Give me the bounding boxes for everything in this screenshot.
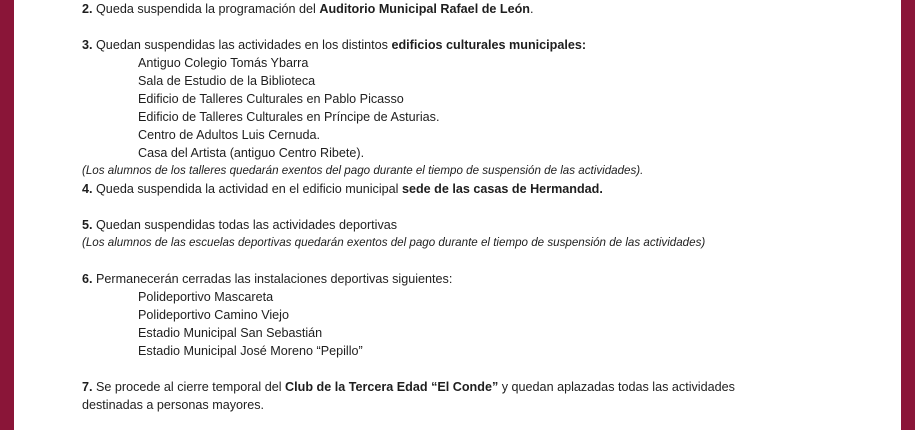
item-text: Quedan suspendidas las actividades en los distintos <box>96 38 388 52</box>
item-bold-text: Club de la Tercera Edad “El Conde” <box>285 380 499 394</box>
item-bold-text: edificios culturales municipales: <box>391 38 587 52</box>
list-item: Estadio Municipal San Sebastián <box>138 326 323 340</box>
item-number: 6. <box>82 272 93 286</box>
item-6 <box>82 270 875 288</box>
left-border <box>0 0 14 430</box>
item-text-continuation: destinadas a personas mayores. <box>82 398 265 412</box>
item-text-end: . <box>529 2 534 16</box>
list-item: Polideportivo Camino Viejo <box>138 308 289 322</box>
list-item: Sala de Estudio de la Biblioteca <box>138 74 316 88</box>
item-text: Quedan suspendidas todas las actividades deportivas <box>96 218 398 232</box>
item-text: Permanecerán cerradas las instalaciones deportivas siguientes: <box>96 272 453 286</box>
item-bold-text: sede de las casas de Hermandad. <box>401 182 603 196</box>
list-item: Polideportivo Mascareta <box>138 290 274 304</box>
item-4 <box>82 180 875 198</box>
document-body <box>82 0 875 430</box>
list-item: Edificio de Talleres Culturales en Príncipe de Asturias. <box>138 110 440 124</box>
item-text-end: y quedan aplazadas todas las actividades <box>501 380 735 394</box>
item-number: 4. <box>82 182 93 196</box>
item-text: Se procede al cierre temporal del <box>96 380 282 394</box>
item-7 <box>82 378 875 396</box>
item-text: Queda suspendida la actividad en el edificio municipal <box>96 182 399 196</box>
item-bold-text: Auditorio Municipal Rafael de León <box>319 2 530 16</box>
list-item: Estadio Municipal José Moreno “Pepillo” <box>138 344 363 358</box>
item-5 <box>82 216 875 234</box>
item-number: 7. <box>82 380 93 394</box>
item-2 <box>82 0 875 18</box>
list-item: Casa del Artista (antiguo Centro Ribete). <box>138 146 365 160</box>
list-item: Edificio de Talleres Culturales en Pablo Picasso <box>138 92 404 106</box>
list-item: Centro de Adultos Luis Cernuda. <box>138 128 321 142</box>
list-item: Antiguo Colegio Tomás Ybarra <box>138 56 309 70</box>
item-text: Queda suspendida la programación del <box>96 2 316 16</box>
item-number: 3. <box>82 38 93 52</box>
item-number: 2. <box>82 2 93 16</box>
item-number: 5. <box>82 218 93 232</box>
item-note: (Los alumnos de los talleres quedarán exentos del pago durante el tiempo de suspensión de las actividades). <box>82 164 644 177</box>
right-border <box>901 0 915 430</box>
item-3 <box>82 36 875 54</box>
item-note: (Los alumnos de las escuelas deportivas quedarán exentos del pago durante el tiempo de suspensión de las actividades) <box>82 236 706 249</box>
